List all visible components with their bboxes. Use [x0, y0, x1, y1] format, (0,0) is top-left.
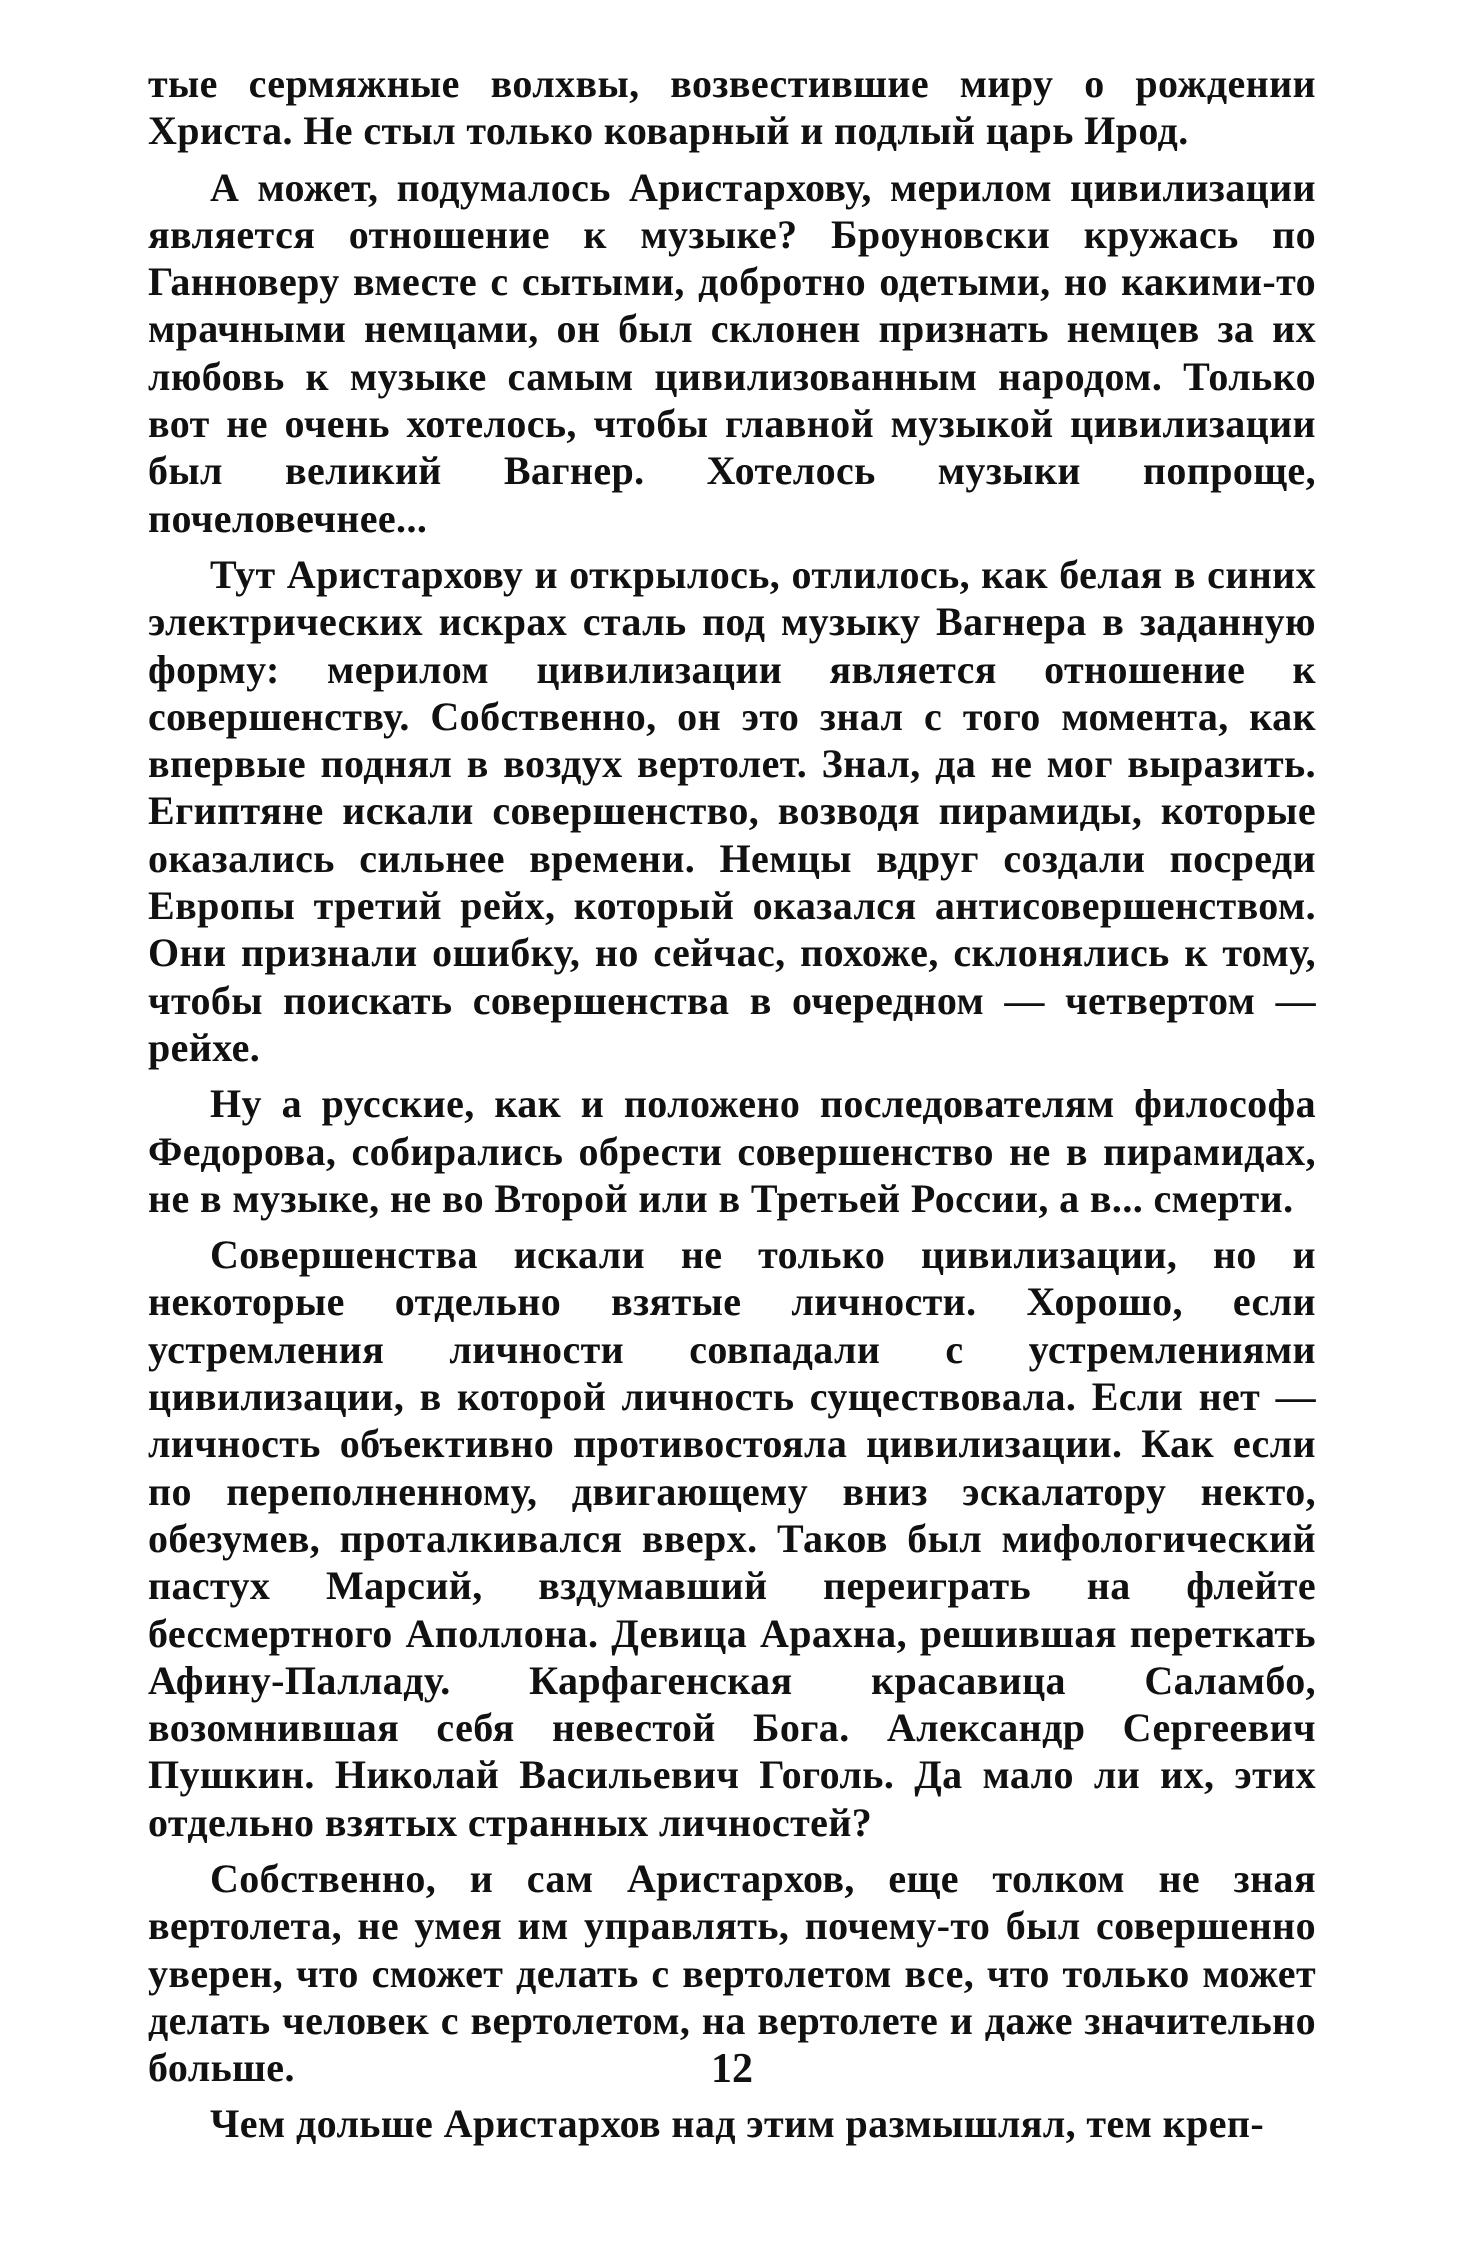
paragraph: А может, подумалось Аристархову, мерилом цивилизации является отношение к музыке? Броуновски кружась по Ганноверу вместе с сытыми, добротно одетыми, но какими-то мрачными немцами, он был склонен признать немцев за их любовь к музыке самым цивилизованным народом. Только вот не очень хотелось, чтобы главной музыкой цивилизации был великий Вагнер. Хотелось музыки попроще, почеловечнее...	[148, 164, 1316, 541]
paragraph: Собственно, и сам Аристархов, еще толком не зная вертолета, не умея им управлять, почему-то был совершенно уверен, что сможет делать с вертолетом все, что только может делать человек с вертолетом, на вертолете и даже значительно больше.	[148, 1855, 1316, 2091]
paragraph: Чем дольше Аристархов над этим размышлял, тем креп-	[210, 2101, 1265, 2147]
page-number: 12	[711, 2046, 753, 2092]
paragraph: тые сермяжные волхвы, возвестившие миру о рождении Христа. Не стыл только коварный и подлый царь Ирод.	[148, 61, 1316, 154]
paragraph: Тут Аристархову и открылось, отлилось, как белая в синих электрических искрах сталь под музыку Вагнера в заданную форму: мерилом цивилизации является отношение к совершенству. Собственно, он это знал с того момента, как впервые поднял в воздух вертолет. Знал, да не мог выразить. Египтяне искали совершенство, возводя пирамиды, которые оказались сильнее времени. Немцы вдруг создали посреди Европы третий рейх, который оказался антисовершенством. Они признали ошибку, но сейчас, похоже, склонялись к тому, чтобы поискать совершенства в очередном — четвертом — рейхе.	[148, 551, 1316, 1070]
paragraph: Совершенства искали не только цивилизации, но и некоторые отдельно взятые личности. Хорошо, если устремления личности совпадали с устремлениями цивилизации, в которой личность существовала. Если нет — личность объективно противостояла цивилизации. Как если по переполненному, двигающему вниз эскалатору некто, обезумев, проталкивался вверх. Таков был мифологический пастух Марсий, вздумавший переиграть на флейте бессмертного Аполлона. Девица Арахна, решившая переткать Афину-Палладу. Карфагенская красавица Саламбо, возомнившая себя невестой Бога. Александр Сергеевич Пушкин. Николай Васильевич Гоголь. Да мало ли их, этих отдельно взятых странных личностей?	[148, 1232, 1316, 1845]
page-text-block	[148, 60, 1316, 2148]
paragraph: Ну а русские, как и положено последователям философа Федорова, собирались обрести совершенство не в пирамидах, не в музыке, не во Второй или в Третьей России, а в... смерти.	[148, 1081, 1316, 1221]
